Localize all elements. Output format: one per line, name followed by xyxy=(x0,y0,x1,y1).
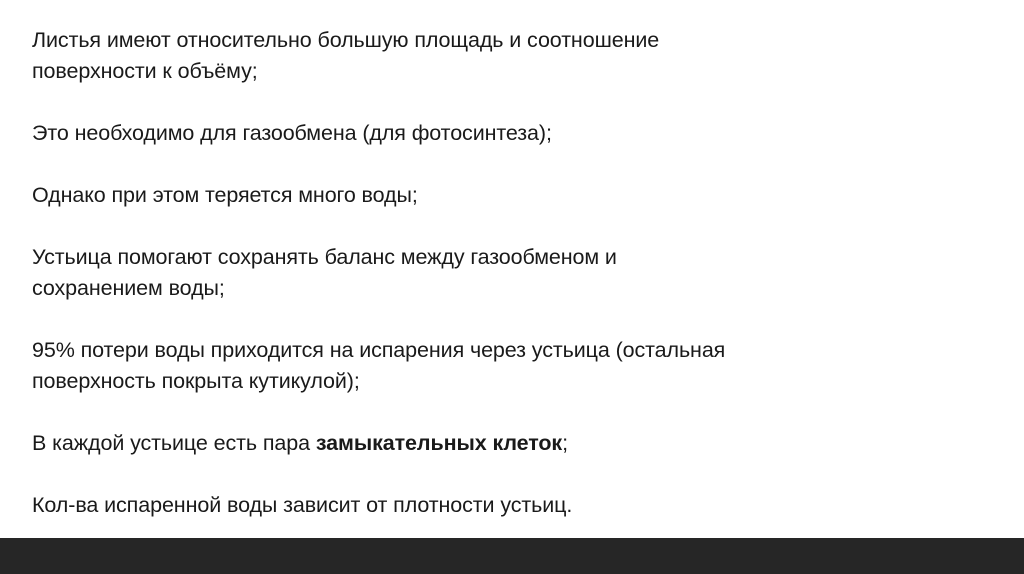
line: поверхность покрыта кутикулой); xyxy=(32,369,360,393)
bold-term: замыкательных клеток xyxy=(315,431,563,455)
paragraph-guard-cells xyxy=(32,428,932,459)
line: 95% потери воды приходится на испарения через устьица (остальная xyxy=(32,338,726,362)
line: Кол-ва испаренной воды зависит от плотности устьиц. xyxy=(32,493,573,517)
paragraph-water-loss xyxy=(32,180,932,211)
line: поверхности к объёму; xyxy=(32,59,258,83)
line: Листья имеют относительно большую площадь и соотношение xyxy=(32,28,660,52)
line: Однако при этом теряется много воды; xyxy=(32,183,418,207)
line: сохранением воды; xyxy=(32,276,225,300)
text-pre: В каждой устьице есть пара xyxy=(32,431,316,455)
paragraph-evaporation-density xyxy=(32,490,932,521)
line: Это необходимо для газообмена (для фотосинтеза); xyxy=(32,121,552,145)
paragraph-gas-exchange xyxy=(32,118,932,149)
bottom-bar xyxy=(0,538,1024,574)
text-post: ; xyxy=(562,431,568,455)
paragraph-stomata-balance xyxy=(32,242,932,304)
line: Устьица помогают сохранять баланс между газообменом и xyxy=(32,245,617,269)
slide-content xyxy=(32,25,932,552)
paragraph-leaf-surface xyxy=(32,25,932,87)
paragraph-water-loss-percent xyxy=(32,335,932,397)
